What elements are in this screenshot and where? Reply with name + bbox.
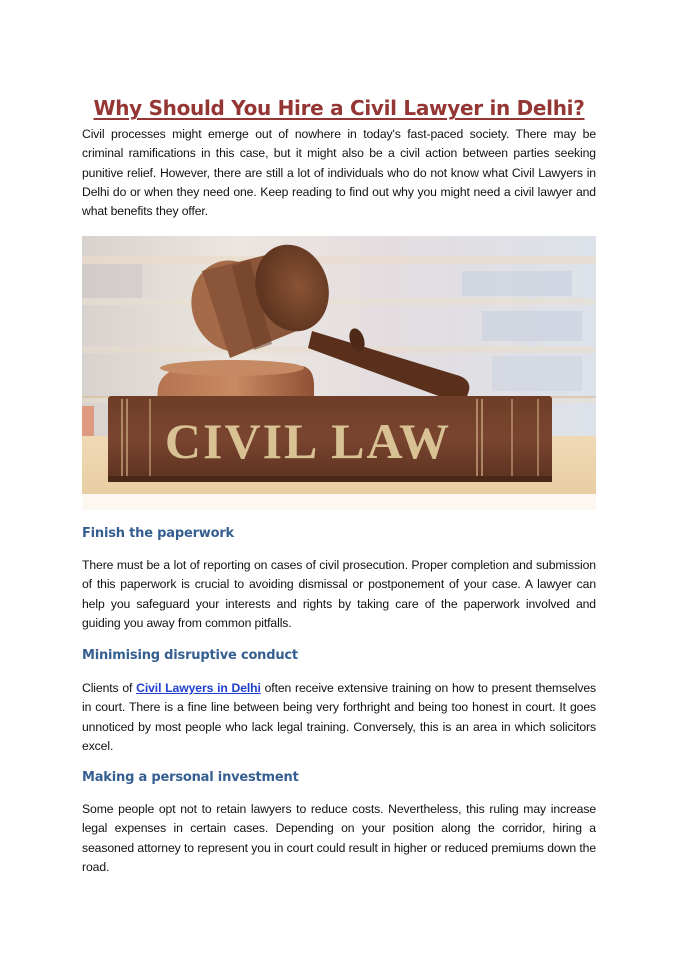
page-title-text: Why Should You Hire a Civil Lawyer in Delhi? <box>93 96 585 121</box>
section-heading-investment: Making a personal investment <box>82 770 299 785</box>
section-body-investment: Some people opt not to retain lawyers to reduce costs. Nevertheless, this ruling may increase legal expenses in certain cases. Depending on your position along the corridor, hiring a seasoned attorney to represent you in court could result in higher or reduced premiums down the road. <box>82 802 596 874</box>
book-title-text: CIVIL LAW <box>164 413 452 469</box>
section-heading-paperwork: Finish the paperwork <box>82 526 234 541</box>
body-suffix: often receive extensive training on how to present themselves in court. There is a fine line between being very forthright and being too honest in court. It goes unnoticed by most people who lack legal training. Conversely, this is an area in which solicitors excel. <box>82 681 597 753</box>
gavel-book-illustration <box>82 236 596 510</box>
section-heading-conduct: Minimising disruptive conduct <box>82 648 298 663</box>
civil-lawyers-delhi-link[interactable]: Civil Lawyers in Delhi <box>136 681 261 695</box>
page-title <box>82 95 596 121</box>
civil-law-image <box>82 236 596 510</box>
section-body-conduct <box>82 679 596 756</box>
intro-paragraph: Civil processes might emerge out of nowhere in today's fast-paced society. There may be criminal ramifications in this case, but it might also be a civil action between parties seeking punitive relief. However, there are still a lot of individuals who do not know what Civil Lawyers in Delhi do or when they need one. Keep reading to find out why you might need a civil lawyer and what benefits they offer. <box>82 127 596 219</box>
body-prefix: Clients of <box>82 681 137 695</box>
section-body-paperwork: There must be a lot of reporting on cases of civil prosecution. Proper completion and submission of this paperwork is crucial to avoiding dismissal or postponement of your case. A lawyer can help you safeguard your interests and rights by taking care of the paperwork involved and guiding you away from common pitfalls. <box>82 558 596 630</box>
